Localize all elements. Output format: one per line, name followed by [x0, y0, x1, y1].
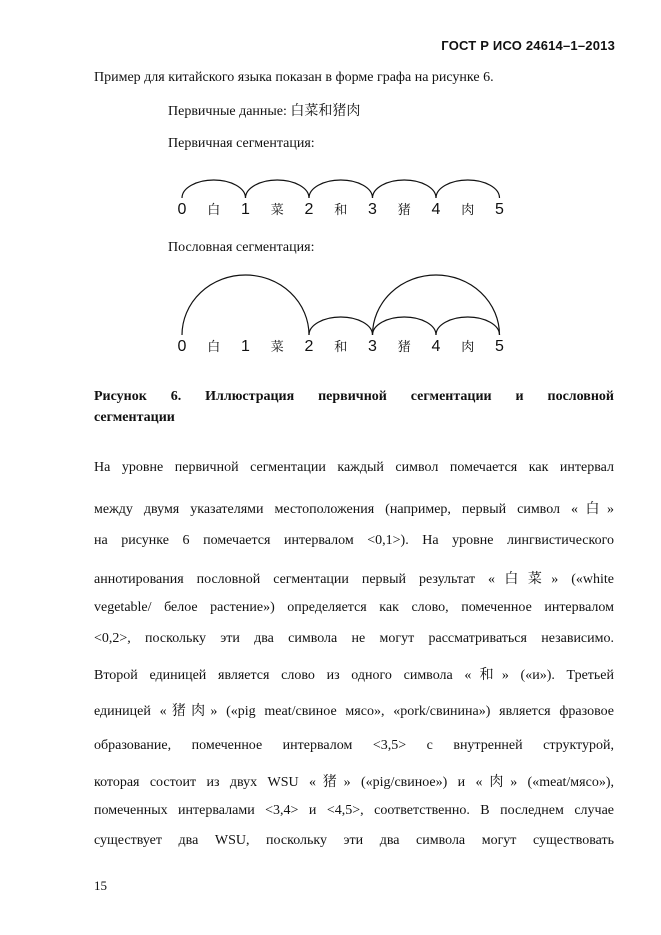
node-label: 5	[495, 338, 504, 355]
arc-3-4	[373, 317, 437, 335]
primary-data-label: Первичные данные: 白菜和猪肉	[168, 104, 361, 119]
char-label: 猪	[397, 340, 411, 355]
node-label: 5	[495, 201, 504, 218]
arc-0-1	[182, 180, 246, 198]
arc-4-5	[436, 317, 500, 335]
char-label: 猪	[397, 203, 411, 218]
primary-segmentation-diagram	[170, 160, 510, 218]
word-segmentation-graph	[170, 265, 510, 357]
node-label: 0	[177, 201, 187, 218]
body-line: аннотирования пословной сегментации первый результат «白菜» («white	[94, 572, 614, 587]
body-line: которая состоит из двух WSU «猪» («pig/свиное») и «肉» («meat/мясо»),	[94, 775, 614, 790]
char-label: 和	[334, 203, 348, 218]
primary-segmentation-graph	[170, 160, 510, 218]
body-line: помеченных интервалами <3,4> и <4,5>, соответственно. В последнем случае	[94, 803, 614, 818]
char-label: 白	[207, 340, 221, 355]
figure-caption-line-1: Рисунок 6. Иллюстрация первичной сегментации и пословной	[94, 389, 614, 404]
char-label: 肉	[461, 340, 475, 355]
word-segmentation-label: Пословная сегментация:	[168, 240, 315, 255]
node-label: 4	[431, 338, 441, 355]
node-label: 0	[177, 338, 187, 355]
arc-3-5	[373, 275, 500, 335]
node-label: 3	[368, 201, 377, 218]
figure-caption-line-2: сегментации	[94, 410, 175, 425]
arc-4-5	[436, 180, 500, 198]
body-line: vegetable/ белое растение») определяется как слово, помеченное интервалом	[94, 600, 614, 615]
arc-1-2	[246, 180, 310, 198]
body-line: Второй единицей является слово из одного символа «和» («и»). Третьей	[94, 668, 614, 683]
page-number: 15	[94, 878, 107, 893]
intro-text: Пример для китайского языка показан в форме графа на рисунке 6.	[94, 70, 494, 85]
char-label: 肉	[461, 203, 475, 218]
word-segmentation-diagram	[170, 265, 510, 355]
char-label: 白	[207, 203, 221, 218]
node-label: 2	[304, 201, 314, 218]
node-label: 1	[241, 201, 250, 218]
arc-2-3	[309, 180, 373, 198]
body-line: образование, помеченное интервалом <3,5> с внутренней структурой,	[94, 738, 614, 753]
body-line: единицей «猪肉» («pig meat/свиное мясо», «pork/свинина») является фразовое	[94, 704, 614, 719]
node-label: 4	[431, 201, 441, 218]
node-label: 1	[241, 338, 250, 355]
document-header: ГОСТ Р ИСО 24614–1–2013	[441, 38, 615, 53]
char-label: 和	[334, 340, 348, 355]
body-line: на рисунке 6 помечается интервалом <0,1>). На уровне лингвистического	[94, 533, 614, 548]
body-line: <0,2>, поскольку эти два символа не могут рассматриваться независимо.	[94, 631, 614, 646]
body-line: между двумя указателями местоположения (например, первый символ «白»	[94, 502, 614, 517]
primary-segmentation-label: Первичная сегментация:	[168, 136, 315, 151]
body-line: существует два WSU, поскольку эти два символа могут существовать	[94, 833, 614, 848]
char-label: 菜	[270, 340, 284, 355]
arc-0-2	[182, 275, 309, 335]
char-label: 菜	[270, 203, 284, 218]
node-label: 2	[304, 338, 314, 355]
arc-2-3	[309, 317, 373, 335]
body-line: На уровне первичной сегментации каждый символ помечается как интервал	[94, 460, 614, 475]
arc-3-4	[373, 180, 437, 198]
node-label: 3	[368, 338, 377, 355]
